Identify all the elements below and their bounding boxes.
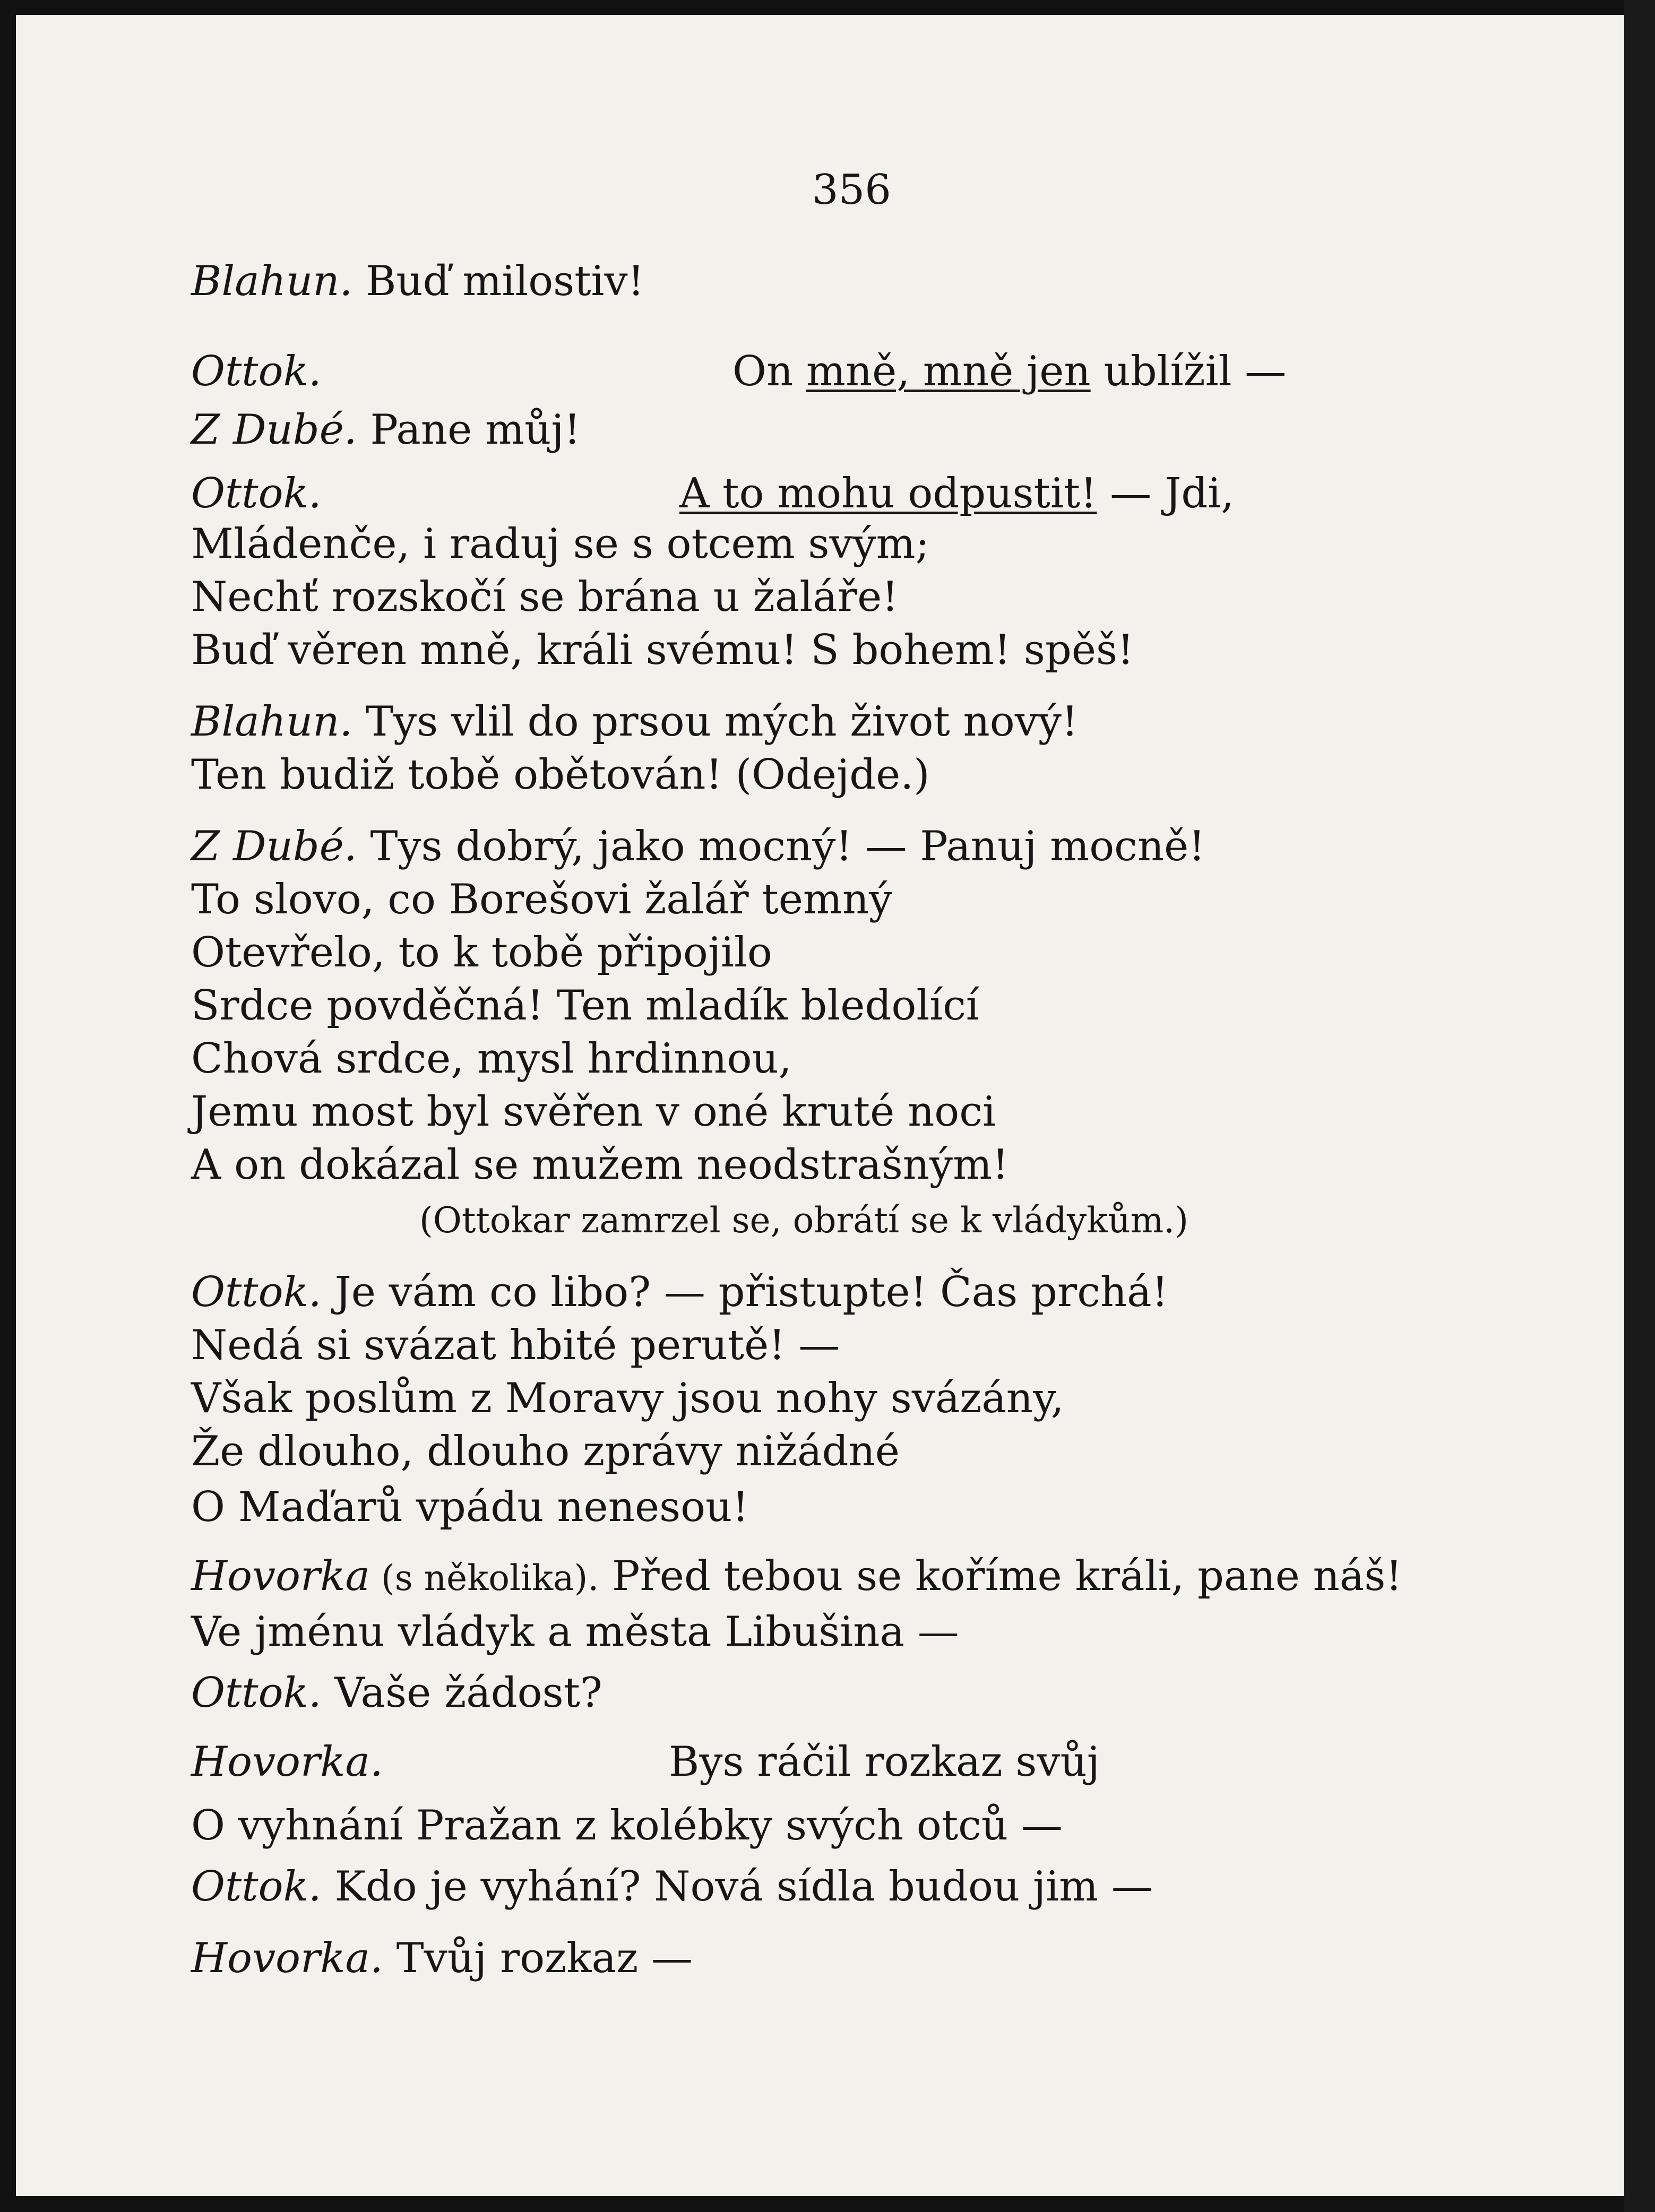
line-text: Před tebou se koříme králi, pane náš!: [599, 1552, 1402, 1600]
text-line: [191, 820, 1205, 873]
line-text: Ve jménu vládyk a města Libušina —: [191, 1608, 959, 1656]
line-text: Srdce povděčná! Ten mladík bledolící: [191, 982, 979, 1030]
line-text: Tys dobrý, jako mocný! — Panuj mocně!: [357, 823, 1205, 870]
line-text: Však poslům z Moravy jsou nohy svázány,: [191, 1375, 1064, 1422]
text-line: [191, 1799, 1063, 1852]
text-line: [191, 1372, 1064, 1425]
text-line: [191, 1932, 693, 1985]
text-line: [191, 926, 772, 979]
text-line: [191, 1605, 959, 1658]
speaker-name: Ottok.: [191, 1863, 322, 1911]
line-text: Ten budiž tobě obětován! (Odejde.): [191, 751, 930, 799]
line-text: Tvůj rozkaz —: [383, 1934, 693, 1982]
line-text: Chová srdce, mysl hrdinnou,: [191, 1035, 792, 1083]
line-continuation: [679, 467, 1234, 520]
line-text: Že dlouho, dlouho zprávy nižádné: [191, 1428, 900, 1475]
text-line: [191, 467, 322, 520]
line-text: — Jdi,: [1097, 470, 1235, 517]
speaker-name: Blahun.: [191, 698, 353, 746]
line-text: Buď milostiv!: [352, 257, 644, 305]
line-text: Tys vlil do prsou mých život nový!: [352, 698, 1079, 746]
text-line: [191, 748, 930, 801]
text-line: [191, 1550, 1402, 1605]
scan-edge: [1624, 0, 1655, 2212]
text-line: [191, 1481, 749, 1534]
text-line: [191, 1319, 840, 1372]
text-line: [191, 1425, 900, 1478]
text-line: [191, 1138, 1008, 1191]
speaker-name: Ottok.: [191, 1268, 322, 1316]
text-line: [191, 255, 644, 308]
line-text: O Maďarů vpádu nenesou!: [191, 1483, 749, 1531]
speaker-name: Hovorka.: [191, 1738, 383, 1786]
underlined-text: A to mohu odpustit!: [679, 470, 1097, 517]
text-line: [191, 1735, 383, 1788]
page-number: 356: [812, 166, 891, 214]
text-line: [191, 571, 899, 624]
line-text: Mládenče, i raduj se s otcem svým;: [191, 520, 929, 568]
text-line: [191, 1032, 792, 1085]
line-text: Pane můj!: [357, 406, 581, 454]
book-page: [16, 15, 1624, 2196]
line-text: ublížil —: [1090, 348, 1287, 395]
text-line: [191, 624, 1134, 677]
line-text: Jemu most byl svěřen v oné kruté noci: [191, 1088, 996, 1136]
line-text: Nedá si svázat hbité perutě! —: [191, 1321, 840, 1369]
text-line: [191, 1860, 1153, 1913]
line-text: (Ottokar zamrzel se, obrátí se k vládykům.): [419, 1200, 1189, 1241]
text-line: [191, 873, 892, 926]
speaker-name: Hovorka: [191, 1552, 370, 1600]
line-text: A on dokázal se mužem neodstrašným!: [191, 1141, 1009, 1189]
line-continuation: [732, 345, 1286, 398]
speaker-name: Z Dubé.: [191, 406, 357, 454]
stage-direction: (s několika).: [370, 1558, 599, 1598]
line-text: Kdo je vyhání? Nová sídla budou jim —: [321, 1863, 1153, 1911]
text-line: [419, 1194, 1188, 1247]
line-text: Bys ráčil rozkaz svůj: [669, 1738, 1100, 1786]
line-text: Nechť rozskočí se brána u žaláře!: [191, 573, 899, 621]
text-line: [191, 1666, 602, 1720]
speaker-name: Ottok.: [191, 1669, 322, 1717]
line-text: O vyhnání Pražan z kolébky svých otců —: [191, 1802, 1063, 1850]
line-text: Vaše žádost?: [321, 1669, 602, 1717]
speaker-name: Ottok.: [191, 348, 322, 395]
line-text: To slovo, co Borešovi žalář temný: [191, 876, 893, 923]
speaker-name: Ottok.: [191, 470, 322, 517]
text-line: [191, 345, 322, 398]
text-line: [191, 517, 929, 571]
line-text: Je vám co libo? — přistupte! Čas prchá!: [321, 1268, 1168, 1316]
line-text: Otevřelo, to k tobě připojilo: [191, 929, 772, 977]
speaker-name: Hovorka.: [191, 1934, 383, 1982]
text-line: [191, 403, 581, 456]
underlined-text: mně, mně jen: [806, 348, 1091, 395]
line-continuation: [669, 1735, 1100, 1788]
line-text: On: [732, 348, 806, 395]
speaker-name: Z Dubé.: [191, 823, 357, 870]
text-line: [191, 979, 979, 1032]
text-line: [191, 1266, 1168, 1319]
speaker-name: Blahun.: [191, 257, 353, 305]
text-line: [191, 695, 1078, 748]
line-text: Buď věren mně, králi svému! S bohem! spěš!: [191, 626, 1134, 674]
text-line: [191, 1085, 996, 1138]
